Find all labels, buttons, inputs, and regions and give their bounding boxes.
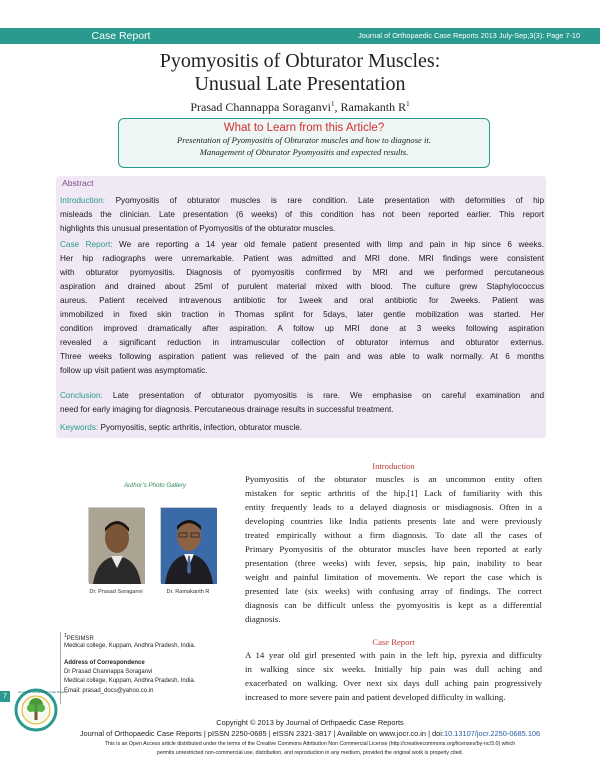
intro-body-line: treated empirically without a firm diagnosis. To date all the cases of xyxy=(245,530,542,540)
case-body-line: exacerbated on walking. Over next six days dull aching pain progressively xyxy=(245,678,542,688)
section-tab: Case Report xyxy=(91,30,151,42)
portrait-1-image xyxy=(89,508,145,584)
intro-body-line: diagnosis can be difficult unless the pyomyositis is kept as a differential xyxy=(245,600,542,610)
author-photo-2 xyxy=(160,507,216,583)
intro-body-line: entity frequently leads to a delayed diagnosis or misdiagnosis. Often in a xyxy=(245,502,542,512)
learning-title: What to Learn from this Article? xyxy=(223,122,385,134)
email-address[interactable]: prasad_docs@yahoo.co.in xyxy=(80,688,154,694)
abstract-case-line: aureus. Patient received intravenous antibiotic for 1week and oral antibiotic for 2weeks. Patient was xyxy=(60,296,544,305)
institution-sup: 1 xyxy=(64,633,67,639)
learning-point-2: Management of Obturator Pyomyositis and expected results. xyxy=(199,147,409,157)
abstract-conclusion-line xyxy=(60,391,544,401)
case-report-heading: Case Report xyxy=(372,637,415,647)
footer-copyright: Copyright © 2013 by Journal of Orthpaedic Case Reports xyxy=(216,718,404,727)
keywords-label: Keywords: xyxy=(60,423,99,432)
abstract-intro-line xyxy=(60,196,544,206)
abstract-case-line: Her hip radiographs were unremarkable. Patient was admitted and MRI done. MRI findings were consistent xyxy=(60,254,544,263)
logo-ring-text: Journal of Orthopaedic Case Reports xyxy=(18,690,68,694)
article-title xyxy=(0,50,600,96)
abstract-case-line: condition improved dramatically after aspiration. A follow up MRI done at 3 weeks following aspiration xyxy=(60,324,544,333)
keywords-text: Pyomyositis, septic arthritis, infection, obturator muscle. xyxy=(98,423,303,432)
intro-label: Introduction: xyxy=(60,196,106,205)
journal-logo xyxy=(14,688,68,732)
intro-body-line: presentation (three weeks) with fever, sepsis, hip pain, inability to bear xyxy=(245,558,542,568)
case-text: We are reporting a 14 year old female patient presented with limp and pain in hip since 6 weeks. xyxy=(112,240,544,249)
case-body-line: in walking since six weeks. Initially hip pain was dull aching and xyxy=(245,664,542,674)
abstract-case-line xyxy=(60,240,544,250)
intro-body-line: diagnosis. xyxy=(245,614,281,624)
abstract-conclusion-line: need for early imaging for diagnosis. Percutaneous drainage results in successful treatment. xyxy=(60,405,394,414)
gallery-caption: Author’s Photo Gallery xyxy=(123,482,187,489)
author-list xyxy=(0,100,600,115)
email-label: Email: xyxy=(64,688,81,694)
conclusion-label: Conclusion: xyxy=(60,391,103,400)
author-1-affil: 1 xyxy=(330,100,335,108)
intro-body-line: Primary Pyomyositis of the obturator muscles have been reported at early xyxy=(245,544,542,554)
author-separator: , xyxy=(334,100,341,114)
author-photo-2-name: Dr. Ramakanth R xyxy=(166,589,210,595)
intro-body-line: mistaken for septic arthritis of the hip.[1] Lack of familiarity with this xyxy=(245,488,542,498)
title-line-2: Unusual Late Presentation xyxy=(194,73,406,95)
introduction-heading: Introduction xyxy=(372,461,415,471)
learning-point-1: Presentation of Pyomyositis of Obturator muscles and how to diagnose it. xyxy=(177,135,431,145)
footer-license-2: permits unrestricted non-commercial use, distribution, and reproduction in any medium, provided the original work is properly cited. xyxy=(156,750,464,756)
footer-issn xyxy=(62,729,558,738)
abstract-intro-line: misleads the clinician. Late presentation (6 weeks) of this condition has not been reported earlier. This report xyxy=(60,210,544,219)
correspondence-name: Dr Prasad Channappa Soraganvi xyxy=(64,669,153,675)
footer-doi-link[interactable]: 10.13107/jocr.2250-0685.106 xyxy=(443,729,541,738)
intro-body-line: developing countries like India patients presents late and were previously xyxy=(245,516,542,526)
abstract-intro-line: highlights this unusual presentation of Pyomyositis of the obturator muscles. xyxy=(60,224,336,233)
case-label: Case Report: xyxy=(60,240,113,249)
author-photo-1-name: Dr. Prasad Soraganvi xyxy=(89,589,143,595)
correspondence-address: Medical college, Kuppam, Andhra Pradesh, India. xyxy=(64,678,196,684)
abstract-case-line: revealed a significant reduction in intramuscular collection of obturator internus and obturator externus. xyxy=(60,338,544,347)
author-2: Ramakanth R xyxy=(340,100,407,114)
case-body-line: A 14 year old girl presented with pain in the left hip, pyrexia and difficulty xyxy=(245,650,542,660)
page-number: 7 xyxy=(0,691,10,702)
conclusion-text: Late presentation of obturator pyomyositis is rare. We emphasise on careful examination and xyxy=(102,391,544,400)
abstract-keywords xyxy=(60,423,544,433)
footer-license-1: This is an Open Access article distributed under the terms of the Creative Commons Attribution Non Commercial License (http://creativecommons.org/licenses/by-nc/3.0) which xyxy=(104,741,516,747)
journal-reference: Journal of Orthopaedic Case Reports 2013 July-Sep;3(3): Page 7-10 xyxy=(358,31,580,40)
correspondence-email xyxy=(64,687,153,695)
title-line-1: Pyomyositis of Obturator Muscles: xyxy=(159,50,441,72)
abstract-case-line: follow up visit patient was asymptomatic. xyxy=(60,366,208,375)
abstract-case-line: aspiration and drained about 25ml of purulent material mixed with blood. The culture grew Staphylococcus xyxy=(60,282,544,291)
intro-body-line: Pyomyositis of the obturator muscles is an uncommon entity often xyxy=(245,474,542,484)
learning-box xyxy=(118,118,490,168)
abstract-case-line: with obturator pyomyositis. Diagnosis of pyomyositis confirmed by MRI and we performed percutaneous xyxy=(60,268,544,277)
intro-body-line: presented late (six weeks) with confusing array of findings. The correct xyxy=(245,586,542,596)
abstract-heading: Abstract xyxy=(62,178,94,188)
intro-body-line: weight and painful limitation of movements. We report the case which is xyxy=(245,572,542,582)
author-2-affil: 1 xyxy=(406,100,410,108)
intro-text: Pyomyositis of obturator muscles is rare condition. Late presentation with deformities of hip xyxy=(105,196,544,205)
abstract-case-line: Three weeks following aspiration patient was relieved of the pain and was able to walk normally. At 6 months xyxy=(60,352,544,361)
portrait-2-image xyxy=(161,508,217,584)
institution-address: Medical college, Kuppam, Andhra Pradesh, India. xyxy=(64,643,196,649)
abstract-case-line: immobilized in fixed skin traction in Thomas splint for 5days, later gentle mobilization was started. Her xyxy=(60,310,544,319)
case-body-line: increased to more severe pain and patient developed difficulty in walking. xyxy=(245,692,506,702)
institution-name: PESIMSR xyxy=(66,636,94,642)
author-photo-1 xyxy=(88,507,144,583)
footer-issn-text: Journal of Orthopaedic Case Reports | pISSN 2250-0685 | eISSN 2321-3817 | Available on www.jocr.co.in | doi: xyxy=(79,729,444,738)
author-1: Prasad Channappa Soraganvi xyxy=(190,100,331,114)
correspondence-title: Address of Correspondence xyxy=(64,660,145,666)
